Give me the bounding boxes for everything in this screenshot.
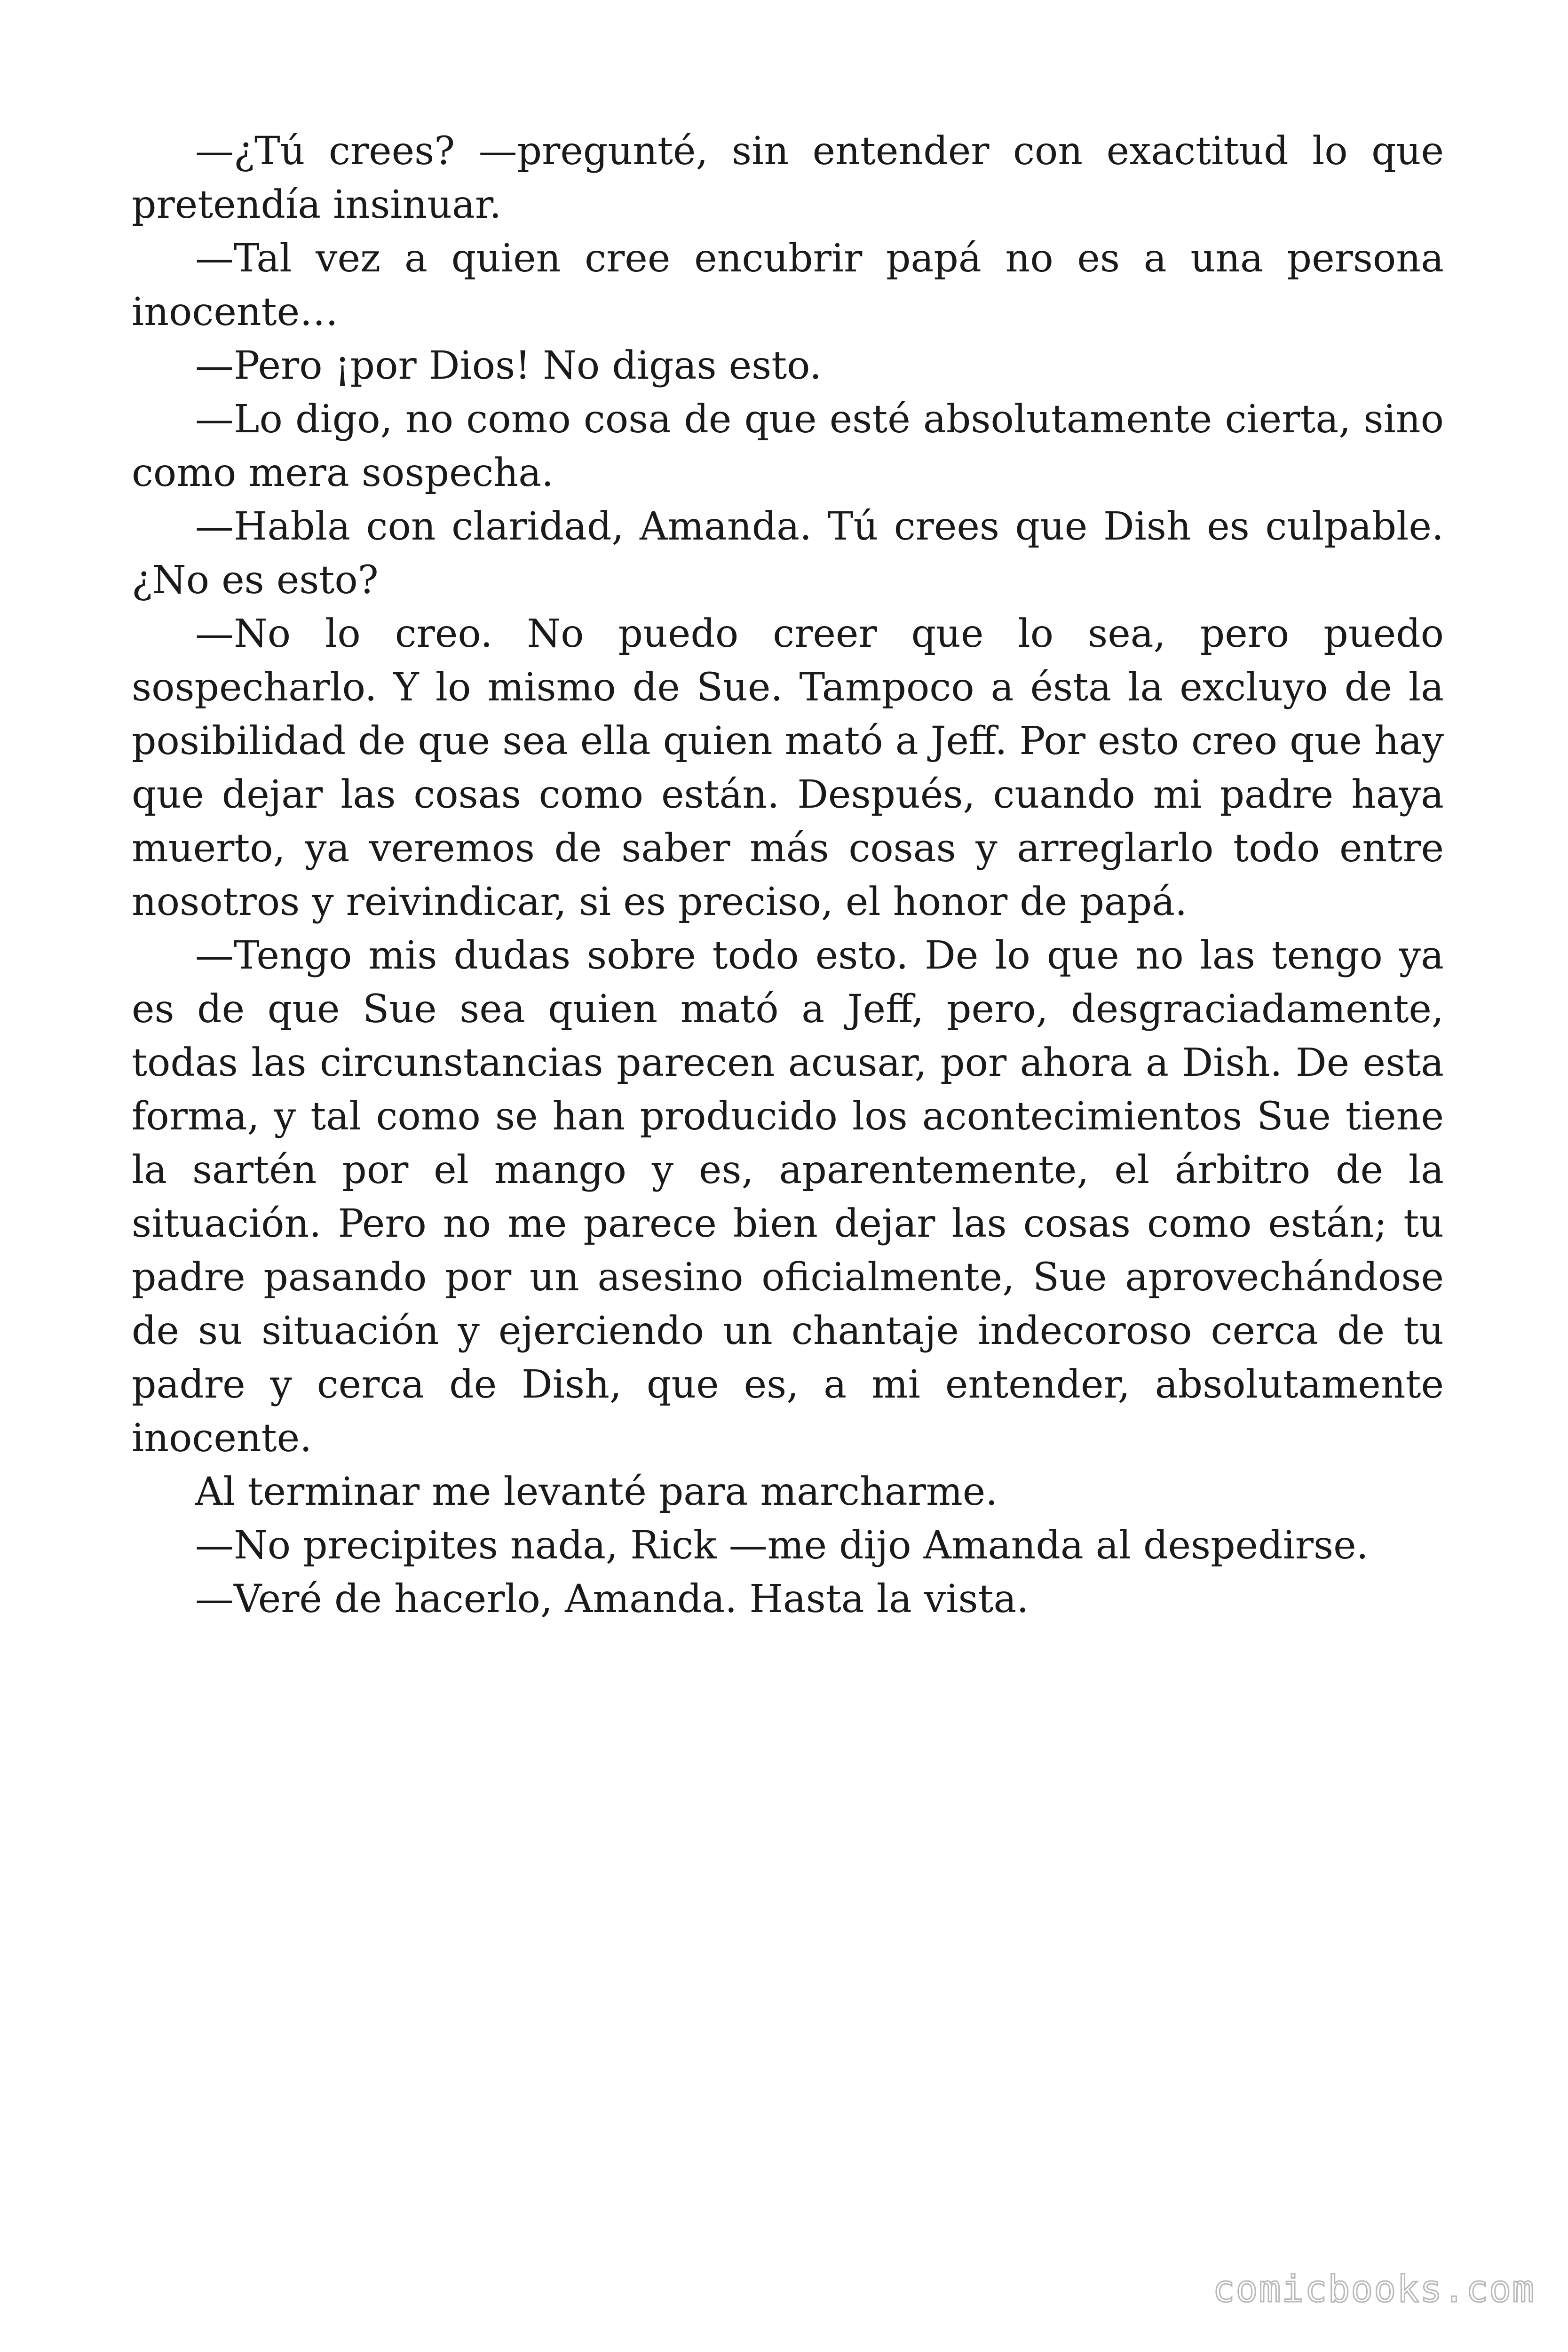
paragraph: —Pero ¡por Dios! No digas esto. (195, 343, 822, 388)
paragraph: —Tal vez a quien cree encubrir papá no es a una persona inocente… (132, 236, 1444, 334)
body-text (132, 125, 1444, 1626)
paragraph: —No precipites nada, Rick —me dijo Amanda al despedirse. (195, 1523, 1369, 1568)
paragraph: —Habla con claridad, Amanda. Tú crees que Dish es culpable. ¿No es esto? (132, 504, 1444, 603)
paragraph: —Veré de hacerlo, Amanda. Hasta la vista. (195, 1577, 1029, 1621)
watermark: comicbooks.com (1212, 2268, 1535, 2311)
paragraph: —¿Tú crees? —pregunté, sin entender con exactitud lo que pretendía insinuar. (132, 129, 1444, 227)
paragraph: —Tengo mis dudas sobre todo esto. De lo que no las tengo ya es de que Sue sea quien mató a Jeff, pero, desgraciadamente, todas las circunstancias parecen acusar, por ahora a Dish. De esta forma, y tal como se han producido los acontecimientos Sue tiene la sartén por el mango y es, aparentemente, el árbitro de la situación. Pero no me parece bien dejar las cosas como están; tu padre pasando por un asesino oficialmente, Sue aprovechándose de su situación y ejerciendo un chantaje indecoroso cerca de tu padre y cerca de Dish, que es, a mi entender, absolutamente inocente. (132, 933, 1444, 1461)
paragraph: —No lo creo. No puedo creer que lo sea, pero puedo sospecharlo. Y lo mismo de Sue. Tampoco a ésta la excluyo de la posibilidad de que sea ella quien mató a Jeff. Por esto creo que hay que dejar las cosas como están. Después, cuando mi padre haya muerto, ya veremos de saber más cosas y arreglarlo todo entre nosotros y reivindicar, si es preciso, el honor de papá. (132, 612, 1444, 924)
paragraph: —Lo digo, no como cosa de que esté absolutamente cierta, sino como mera sospecha. (132, 397, 1444, 495)
paragraph: Al terminar me levanté para marcharme. (195, 1470, 998, 1514)
